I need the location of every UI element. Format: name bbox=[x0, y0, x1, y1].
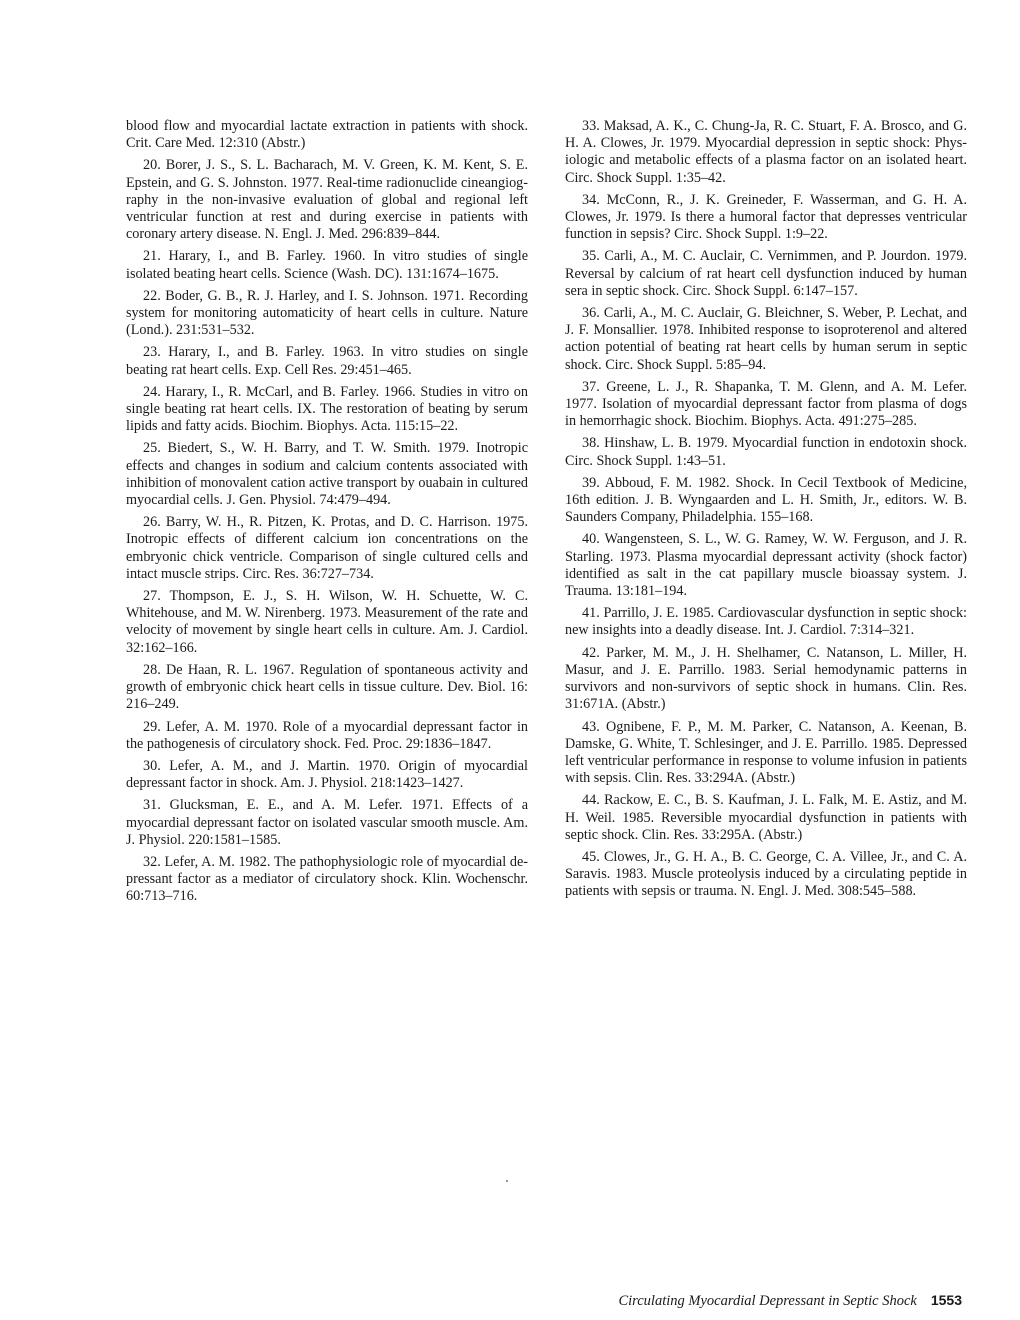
reference-item: 22. Boder, G. B., R. J. Harley, and I. S. Johnson. 1971. Recording system for monitoring automaticity of heart cells in culture. Nature (Lond.). 231:531–532. bbox=[126, 287, 528, 339]
reference-item: 39. Abboud, F. M. 1982. Shock. In Cecil Textbook of Medicine, 16th edition. J. B. Wyngaarden and L. H. Smith, Jr., editors. W. B. Saunders Company, Philadelphia. 155–168. bbox=[565, 474, 967, 526]
page-number: 1553 bbox=[930, 1292, 962, 1308]
reference-item: 30. Lefer, A. M., and J. Martin. 1970. Origin of myocardial depressant factor in shock. Am. J. Physiol. 218:1423–1427. bbox=[126, 757, 528, 792]
reference-item: blood flow and myocardial lactate extraction in patients with shock. Crit. Care Med. 12:310 (Abstr.) bbox=[126, 118, 528, 152]
reference-item: 33. Maksad, A. K., C. Chung-Ja, R. C. Stuart, F. A. Brosco, and G. H. A. Clowes, Jr. 1979. Myocardial depression in septic shock: Physiologic and metabolic effects of a plasma factor on an isolated heart. Circ. Shock Suppl. 1:35–42. bbox=[565, 118, 967, 186]
reference-item: 24. Harary, I., R. McCarl, and B. Farley. 1966. Studies in vitro on single beating rat heart cells. IX. The restoration of beating by serum lipids and fatty acids. Biochim. Biophys. Acta. 115:15–22. bbox=[126, 383, 528, 435]
reference-item: 32. Lefer, A. M. 1982. The pathophysiologic role of myocardial depressant factor as a mediator of circulatory shock. Klin. Wochenschr. 60:713–716. bbox=[126, 853, 528, 905]
reference-item: 41. Parrillo, J. E. 1985. Cardiovascular dysfunction in septic shock: new insights into a deadly disease. Int. J. Cardiol. 7:314–321. bbox=[565, 605, 967, 639]
reference-column-left bbox=[126, 118, 528, 911]
reference-item: 25. Biedert, S., W. H. Barry, and T. W. Smith. 1979. Inotropic effects and changes in sodium and calcium contents associated with inhibition of monovalent cation active transport by ouabain in cultured myocardial cells. J. Gen. Physiol. 74:479–494. bbox=[126, 440, 528, 509]
reference-item: 29. Lefer, A. M. 1970. Role of a myocardial depressant factor in the pathogenesis of circulatory shock. Fed. Proc. 29:1836–1847. bbox=[126, 718, 528, 752]
reference-item: 23. Harary, I., and B. Farley. 1963. In vitro studies on single beating rat heart cells. Exp. Cell Res. 29:451–465. bbox=[126, 344, 528, 378]
page-footer bbox=[0, 1291, 962, 1310]
reference-item: 43. Ognibene, F. P., M. M. Parker, C. Natanson, A. Keenan, B. Damske, G. White, T. Schlesinger, and J. E. Parrillo. 1985. Depressed left ventricular performance in response to volume infusion in patients with sepsis. Clin. Res. 33:294A. (Abstr.) bbox=[565, 718, 967, 787]
running-title: Circulating Myocardial Depressant in Septic Shock bbox=[618, 1293, 917, 1309]
reference-item: 45. Clowes, Jr., G. H. A., B. C. George, C. A. Villee, Jr., and C. A. Saravis. 1983. Muscle proteolysis induced by a circulating peptide in patients with sepsis or trauma. N. Engl. J. Med. 308:545–588. bbox=[565, 848, 967, 900]
scan-speck bbox=[506, 1180, 508, 1182]
reference-item: 38. Hinshaw, L. B. 1979. Myocardial function in endotoxin shock. Circ. Shock Suppl. 1:43–51. bbox=[565, 435, 967, 469]
reference-item: 34. McConn, R., J. K. Greineder, F. Wasserman, and G. H. A. Clowes, Jr. 1979. Is there a humoral factor that depresses ventricular function in sepsis? Circ. Shock Suppl. 1:9–22. bbox=[565, 191, 967, 243]
reference-item: 44. Rackow, E. C., B. S. Kaufman, J. L. Falk, M. E. Astiz, and M. H. Weil. 1985. Reversible myocardial dysfunction in patients with septic shock. Clin. Res. 33:295A. (Abstr.) bbox=[565, 792, 967, 843]
reference-item: 40. Wangensteen, S. L., W. G. Ramey, W. W. Ferguson, and J. R. Starling. 1973. Plasma myocardial depressant activity (shock factor) identified as salt in the cat papillary muscle bioassay system. J. Trauma. 13:181–194. bbox=[565, 531, 967, 600]
reference-item: 28. De Haan, R. L. 1967. Regulation of spontaneous activity and growth of embryonic chick heart cells in tissue culture. Dev. Biol. 16: 216–249. bbox=[126, 661, 528, 713]
reference-item: 35. Carli, A., M. C. Auclair, C. Vernimmen, and P. Jourdon. 1979. Reversal by calcium of rat heart cell dysfunction induced by human sera in septic shock. Circ. Shock Suppl. 6:147–157. bbox=[565, 248, 967, 299]
reference-item: 42. Parker, M. M., J. H. Shelhamer, C. Natanson, L. Miller, H. Masur, and J. E. Parrillo. 1983. Serial hemodynamic patterns in survivors and non-survivors of septic shock in humans. Clin. Res. 31:671A. (Abstr.) bbox=[565, 644, 967, 713]
reference-item: 27. Thompson, E. J., S. H. Wilson, W. H. Schuette, W. C. Whitehouse, and M. W. Nirenberg. 1973. Measurement of the rate and velocity of movement by single heart cells in culture. Am. J. Cardiol. 32:162–166. bbox=[126, 588, 528, 656]
reference-item: 31. Glucksman, E. E., and A. M. Lefer. 1971. Effects of a myocardial depressant factor on isolated vascular smooth muscle. Am. J. Physiol. 220:1581–1585. bbox=[126, 797, 528, 848]
reference-item: 26. Barry, W. H., R. Pitzen, K. Protas, and D. C. Harrison. 1975. Inotropic effects of different calcium ion concentrations on the embryonic chick ventricle. Comparison of single cultured cells and intact muscle strips. Circ. Res. 36:727–734. bbox=[126, 514, 528, 582]
reference-item: 37. Greene, L. J., R. Shapanka, T. M. Glenn, and A. M. Lefer. 1977. Isolation of myocardial depressant factor from plasma of dogs in hemorrhagic shock. Biochim. Biophys. Acta. 491:275–285. bbox=[565, 378, 967, 430]
reference-item: 36. Carli, A., M. C. Auclair, G. Bleichner, S. Weber, P. Lechat, and J. F. Monsallier. 1978. Inhibited response to isoproterenol and altered action potential of beating rat heart cells by human serum in septic shock. Circ. Shock Suppl. 5:85–94. bbox=[565, 305, 967, 373]
reference-item: 21. Harary, I., and B. Farley. 1960. In vitro studies of single isolated beating heart cells. Science (Wash. DC). 131:1674–1675. bbox=[126, 248, 528, 282]
reference-item: 20. Borer, J. S., S. L. Bacharach, M. V. Green, K. M. Kent, S. E. Epstein, and G. S. Johnston. 1977. Real-time radionuclide cineangiography in the non-invasive evaluation of global and regional left ventricular function at rest and during exercise in patients with coronary artery disease. N. Engl. J. Med. 296:839–844. bbox=[126, 157, 528, 243]
reference-column-right bbox=[565, 118, 967, 906]
